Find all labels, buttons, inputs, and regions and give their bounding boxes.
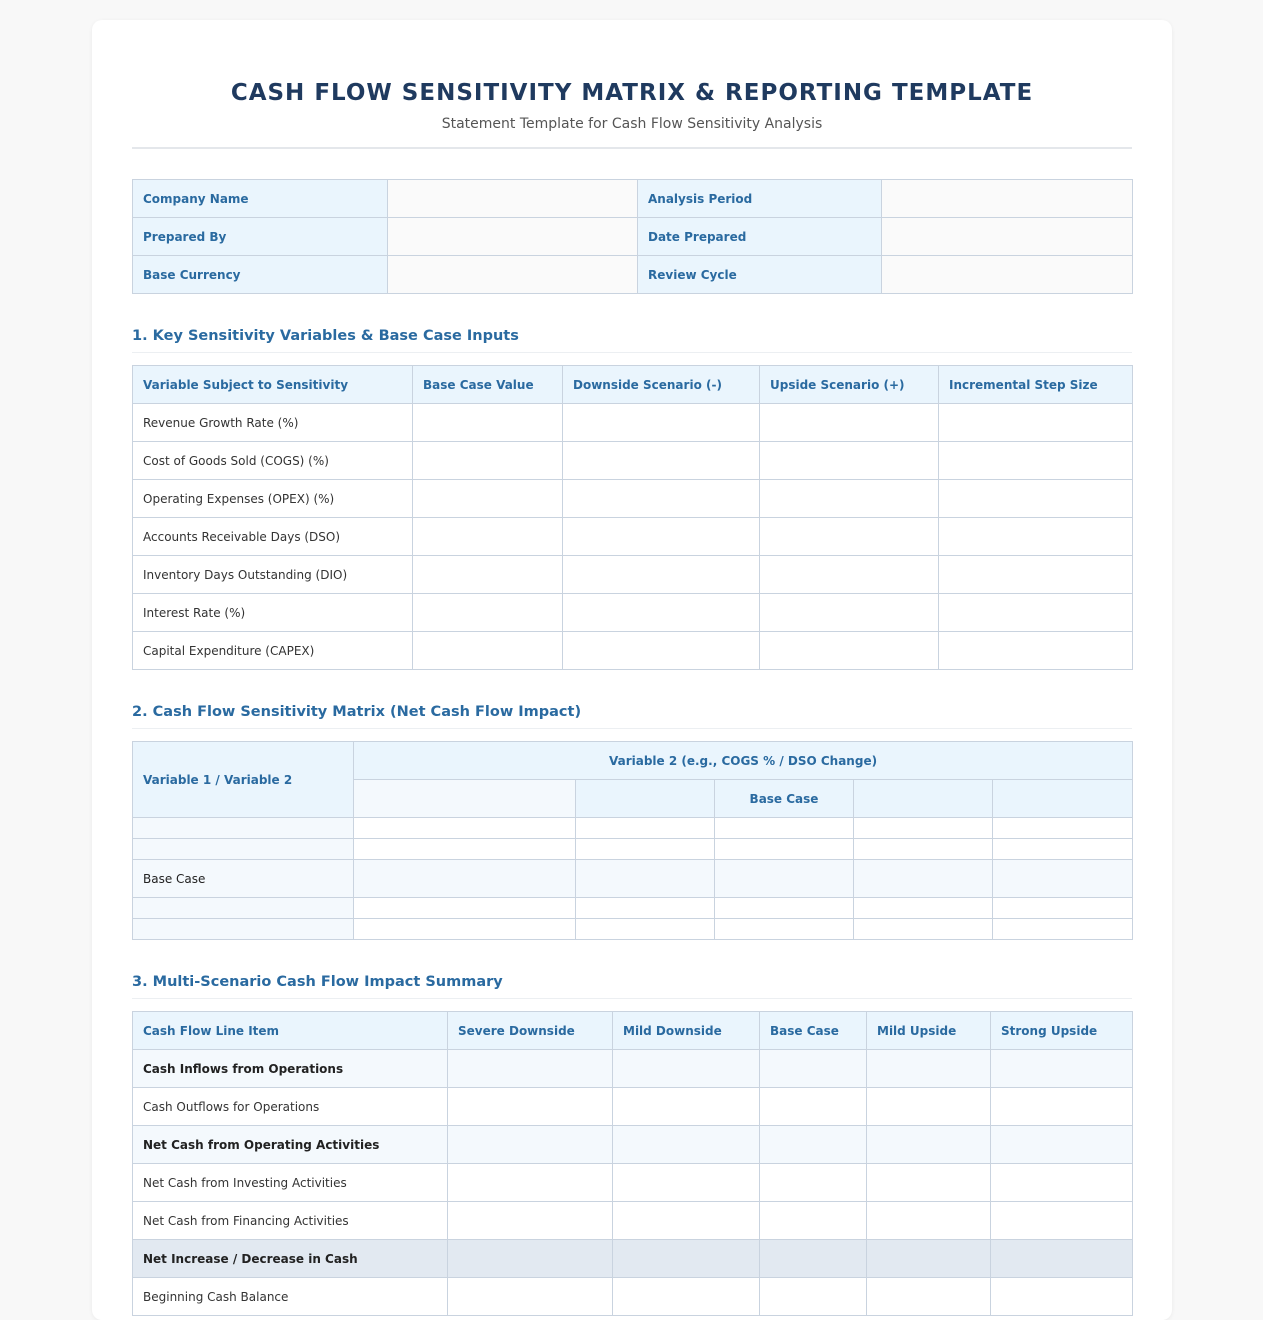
prepared-by-field[interactable] bbox=[388, 218, 638, 256]
matrix-cell[interactable] bbox=[993, 839, 1133, 860]
input-cell[interactable] bbox=[448, 1164, 613, 1202]
line-item-label: Net Cash from Operating Activities bbox=[133, 1126, 448, 1164]
base-currency-label: Base Currency bbox=[133, 256, 388, 294]
input-cell[interactable] bbox=[939, 632, 1133, 670]
matrix-cell[interactable] bbox=[854, 898, 993, 919]
matrix-cell[interactable] bbox=[854, 818, 993, 839]
input-cell[interactable] bbox=[413, 594, 563, 632]
column-header: Base Case Value bbox=[413, 366, 563, 404]
column-header: Mild Downside bbox=[613, 1012, 760, 1050]
input-cell[interactable] bbox=[991, 1126, 1133, 1164]
variable-label: Operating Expenses (OPEX) (%) bbox=[133, 480, 413, 518]
input-cell[interactable] bbox=[413, 556, 563, 594]
input-cell[interactable] bbox=[867, 1240, 991, 1278]
variable-label: Inventory Days Outstanding (DIO) bbox=[133, 556, 413, 594]
input-cell[interactable] bbox=[939, 480, 1133, 518]
input-cell[interactable] bbox=[563, 404, 760, 442]
input-cell[interactable] bbox=[867, 1202, 991, 1240]
table-row bbox=[133, 556, 1133, 594]
input-cell[interactable] bbox=[613, 1126, 760, 1164]
input-cell[interactable] bbox=[760, 556, 939, 594]
table-row bbox=[133, 518, 1133, 556]
input-cell[interactable] bbox=[991, 1278, 1133, 1316]
analysis-period-field[interactable] bbox=[882, 180, 1133, 218]
column-header: Incremental Step Size bbox=[939, 366, 1133, 404]
page-subtitle: Statement Template for Cash Flow Sensitivity Analysis bbox=[441, 116, 823, 132]
table-row bbox=[133, 1240, 1133, 1278]
company-name-label: Company Name bbox=[133, 180, 388, 218]
table-row bbox=[133, 1202, 1133, 1240]
matrix-base-case-row: Base Case bbox=[133, 860, 354, 898]
company-info-table bbox=[132, 179, 1133, 294]
input-cell[interactable] bbox=[413, 404, 563, 442]
review-cycle-label: Review Cycle bbox=[638, 256, 882, 294]
input-cell[interactable] bbox=[867, 1126, 991, 1164]
input-cell[interactable] bbox=[563, 594, 760, 632]
column-header: Variable Subject to Sensitivity bbox=[133, 366, 413, 404]
input-cell[interactable] bbox=[939, 518, 1133, 556]
variable-label: Interest Rate (%) bbox=[133, 594, 413, 632]
table-row bbox=[133, 1278, 1133, 1316]
input-cell[interactable] bbox=[413, 442, 563, 480]
matrix-cell[interactable] bbox=[576, 839, 715, 860]
matrix-cell[interactable] bbox=[354, 839, 576, 860]
table-row bbox=[133, 1088, 1133, 1126]
column-header: Downside Scenario (-) bbox=[563, 366, 760, 404]
input-cell[interactable] bbox=[563, 480, 760, 518]
input-cell[interactable] bbox=[991, 1088, 1133, 1126]
table-row bbox=[133, 1126, 1133, 1164]
input-cell[interactable] bbox=[448, 1126, 613, 1164]
matrix-cell[interactable] bbox=[854, 860, 993, 898]
matrix-row-header[interactable] bbox=[133, 898, 354, 919]
matrix-row-header[interactable] bbox=[133, 818, 354, 839]
scenario-summary-body bbox=[133, 1050, 1133, 1316]
column-header: Base Case bbox=[760, 1012, 867, 1050]
input-cell[interactable] bbox=[867, 1278, 991, 1316]
matrix-cell[interactable] bbox=[715, 860, 854, 898]
input-cell[interactable] bbox=[760, 1202, 867, 1240]
sensitivity-variables-table bbox=[132, 365, 1133, 670]
matrix-cell[interactable] bbox=[354, 818, 576, 839]
variable-2-header: Variable 2 (e.g., COGS % / DSO Change) bbox=[354, 742, 1133, 780]
date-prepared-field[interactable] bbox=[882, 218, 1133, 256]
input-cell[interactable] bbox=[448, 1202, 613, 1240]
input-cell[interactable] bbox=[939, 594, 1133, 632]
variable-label: Capital Expenditure (CAPEX) bbox=[133, 632, 413, 670]
input-cell[interactable] bbox=[939, 556, 1133, 594]
column-header: Upside Scenario (+) bbox=[760, 366, 939, 404]
input-cell[interactable] bbox=[760, 442, 939, 480]
line-item-label: Cash Outflows for Operations bbox=[133, 1088, 448, 1126]
column-header: Severe Downside bbox=[448, 1012, 613, 1050]
prepared-by-label: Prepared By bbox=[133, 218, 388, 256]
line-item-label: Net Cash from Financing Activities bbox=[133, 1202, 448, 1240]
section-3-title: 3. Multi-Scenario Cash Flow Impact Summary bbox=[132, 972, 1132, 999]
input-cell[interactable] bbox=[760, 1240, 867, 1278]
input-cell[interactable] bbox=[760, 1164, 867, 1202]
report-content bbox=[132, 20, 1132, 1316]
input-cell[interactable] bbox=[760, 518, 939, 556]
matrix-cell[interactable] bbox=[576, 860, 715, 898]
matrix-cell[interactable] bbox=[993, 898, 1133, 919]
input-cell[interactable] bbox=[991, 1050, 1133, 1088]
input-cell[interactable] bbox=[991, 1202, 1133, 1240]
input-cell[interactable] bbox=[991, 1240, 1133, 1278]
input-cell[interactable] bbox=[760, 404, 939, 442]
title-divider bbox=[132, 147, 1132, 149]
input-cell[interactable] bbox=[760, 594, 939, 632]
input-cell[interactable] bbox=[867, 1050, 991, 1088]
column-header: Strong Upside bbox=[991, 1012, 1133, 1050]
input-cell[interactable] bbox=[448, 1278, 613, 1316]
matrix-column-header[interactable] bbox=[993, 780, 1133, 818]
sensitivity-matrix-table bbox=[132, 741, 1133, 940]
input-cell[interactable] bbox=[613, 1202, 760, 1240]
input-cell[interactable] bbox=[939, 404, 1133, 442]
input-cell[interactable] bbox=[563, 556, 760, 594]
date-prepared-label: Date Prepared bbox=[638, 218, 882, 256]
variable-label: Revenue Growth Rate (%) bbox=[133, 404, 413, 442]
input-cell[interactable] bbox=[613, 1050, 760, 1088]
matrix-cell[interactable] bbox=[354, 919, 576, 940]
matrix-cell[interactable] bbox=[715, 898, 854, 919]
matrix-cell[interactable] bbox=[993, 818, 1133, 839]
input-cell[interactable] bbox=[867, 1164, 991, 1202]
table-row bbox=[133, 1164, 1133, 1202]
matrix-cell[interactable] bbox=[715, 919, 854, 940]
matrix-cell[interactable] bbox=[854, 919, 993, 940]
line-item-label: Cash Inflows from Operations bbox=[133, 1050, 448, 1088]
table-row bbox=[133, 632, 1133, 670]
matrix-cell[interactable] bbox=[715, 839, 854, 860]
input-cell[interactable] bbox=[613, 1240, 760, 1278]
matrix-cell[interactable] bbox=[354, 860, 576, 898]
matrix-row-header[interactable] bbox=[133, 839, 354, 860]
sensitivity-variables-body bbox=[133, 404, 1133, 670]
input-cell[interactable] bbox=[613, 1164, 760, 1202]
input-cell[interactable] bbox=[613, 1088, 760, 1126]
input-cell[interactable] bbox=[563, 442, 760, 480]
column-header: Mild Upside bbox=[867, 1012, 991, 1050]
matrix-cell[interactable] bbox=[576, 818, 715, 839]
input-cell[interactable] bbox=[760, 1050, 867, 1088]
variable-label: Accounts Receivable Days (DSO) bbox=[133, 518, 413, 556]
input-cell[interactable] bbox=[939, 442, 1133, 480]
company-name-field[interactable] bbox=[388, 180, 638, 218]
table-row bbox=[133, 442, 1133, 480]
matrix-column-header[interactable] bbox=[854, 780, 993, 818]
table-row bbox=[133, 480, 1133, 518]
input-cell[interactable] bbox=[760, 1088, 867, 1126]
matrix-base-case-column: Base Case bbox=[715, 780, 854, 818]
analysis-period-label: Analysis Period bbox=[638, 180, 882, 218]
section-1-title: 1. Key Sensitivity Variables & Base Case Inputs bbox=[132, 326, 1132, 353]
matrix-cell[interactable] bbox=[715, 818, 854, 839]
input-cell[interactable] bbox=[448, 1240, 613, 1278]
table-row bbox=[133, 1050, 1133, 1088]
matrix-column-header[interactable] bbox=[576, 780, 715, 818]
column-header: Cash Flow Line Item bbox=[133, 1012, 448, 1050]
input-cell[interactable] bbox=[413, 632, 563, 670]
line-item-label: Net Cash from Investing Activities bbox=[133, 1164, 448, 1202]
matrix-cell[interactable] bbox=[854, 839, 993, 860]
report-card bbox=[92, 20, 1172, 1320]
matrix-cell[interactable] bbox=[993, 919, 1133, 940]
variable-label: Cost of Goods Sold (COGS) (%) bbox=[133, 442, 413, 480]
line-item-label: Beginning Cash Balance bbox=[133, 1278, 448, 1316]
input-cell[interactable] bbox=[760, 1126, 867, 1164]
matrix-cell[interactable] bbox=[993, 860, 1133, 898]
line-item-label: Net Increase / Decrease in Cash bbox=[133, 1240, 448, 1278]
matrix-cell[interactable] bbox=[354, 898, 576, 919]
input-cell[interactable] bbox=[413, 518, 563, 556]
input-cell[interactable] bbox=[563, 632, 760, 670]
base-currency-field[interactable] bbox=[388, 256, 638, 294]
matrix-corner-label: Variable 1 / Variable 2 bbox=[133, 742, 354, 818]
scenario-summary-table bbox=[132, 1011, 1133, 1316]
review-cycle-field[interactable] bbox=[882, 256, 1133, 294]
matrix-row-header[interactable] bbox=[133, 919, 354, 940]
input-cell[interactable] bbox=[448, 1088, 613, 1126]
input-cell[interactable] bbox=[613, 1278, 760, 1316]
input-cell[interactable] bbox=[760, 480, 939, 518]
input-cell[interactable] bbox=[867, 1088, 991, 1126]
input-cell[interactable] bbox=[991, 1164, 1133, 1202]
input-cell[interactable] bbox=[760, 1278, 867, 1316]
table-row bbox=[133, 404, 1133, 442]
page-title: CASH FLOW SENSITIVITY MATRIX & REPORTING TEMPLATE bbox=[230, 80, 1034, 106]
input-cell[interactable] bbox=[760, 632, 939, 670]
matrix-column-header[interactable] bbox=[354, 780, 576, 818]
matrix-cell[interactable] bbox=[576, 898, 715, 919]
input-cell[interactable] bbox=[563, 518, 760, 556]
table-row bbox=[133, 594, 1133, 632]
input-cell[interactable] bbox=[413, 480, 563, 518]
input-cell[interactable] bbox=[448, 1050, 613, 1088]
matrix-cell[interactable] bbox=[576, 919, 715, 940]
section-2-title: 2. Cash Flow Sensitivity Matrix (Net Cash Flow Impact) bbox=[132, 702, 1132, 729]
